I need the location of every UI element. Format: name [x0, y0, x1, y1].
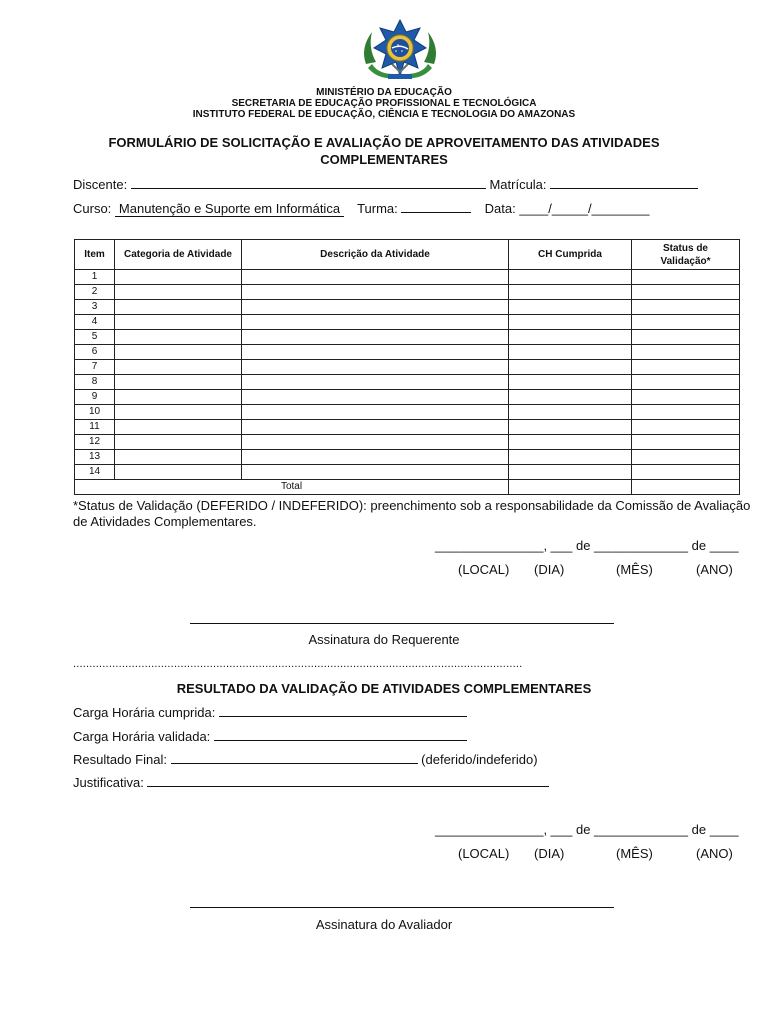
justificativa-field[interactable]	[147, 774, 549, 787]
discente-row	[73, 176, 698, 193]
ch-cell[interactable]	[509, 360, 632, 375]
status-cell[interactable]	[632, 405, 740, 420]
item-number: 1	[75, 270, 115, 285]
total-row	[75, 480, 740, 495]
activities-table	[74, 239, 740, 495]
secretariat-line: SECRETARIA DE EDUCAÇÃO PROFISSIONAL E TECNOLÓGICA	[231, 98, 537, 109]
ano-caption: (ANO)	[696, 562, 733, 577]
carga-validada-row	[73, 728, 467, 745]
table-row	[75, 450, 740, 465]
status-cell[interactable]	[632, 345, 740, 360]
categoria-cell[interactable]	[115, 300, 242, 315]
curso-label: Curso:	[73, 201, 112, 216]
carga-cumprida-label: Carga Horária cumprida:	[73, 705, 219, 720]
resultado-final-row	[73, 751, 538, 768]
signature-requerente-caption: Assinatura do Requerente	[308, 632, 460, 647]
status-cell[interactable]	[632, 465, 740, 480]
item-number: 8	[75, 375, 115, 390]
total-label: Total	[75, 480, 509, 495]
curso-value[interactable]: Manutenção e Suporte em Informática	[115, 201, 344, 217]
ch-cell[interactable]	[509, 465, 632, 480]
signature-avaliador-caption: Assinatura do Avaliador	[315, 917, 453, 932]
data-field[interactable]: ____/_____/________	[519, 201, 650, 216]
table-row	[75, 435, 740, 450]
table-row	[75, 315, 740, 330]
mes-caption: (MÊS)	[616, 562, 653, 577]
institute-line: INSTITUTO FEDERAL DE EDUCAÇÃO, CIÊNCIA E TECNOLOGIA DO AMAZONAS	[192, 109, 576, 120]
ch-cell[interactable]	[509, 345, 632, 360]
dia-caption: (DIA)	[534, 562, 565, 577]
ch-cell[interactable]	[509, 435, 632, 450]
justificativa-row	[73, 774, 549, 791]
table-row	[75, 285, 740, 300]
descricao-cell[interactable]	[242, 375, 509, 390]
curso-row	[73, 200, 649, 217]
descricao-cell[interactable]	[242, 315, 509, 330]
ch-cell[interactable]	[509, 390, 632, 405]
carga-cumprida-field[interactable]	[219, 704, 467, 717]
item-number: 11	[75, 420, 115, 435]
descricao-cell[interactable]	[242, 345, 509, 360]
dotted-separator: ..........................................................................................................................................	[73, 658, 523, 670]
resultado-final-label: Resultado Final:	[73, 752, 171, 767]
carga-cumprida-row	[73, 704, 467, 721]
header-descricao: Descrição da Atividade	[242, 240, 509, 270]
date-line-requerente[interactable]: _______________, ___ de _____________ de ____	[435, 538, 739, 553]
data-label: Data:	[484, 201, 516, 216]
descricao-cell[interactable]	[242, 360, 509, 375]
matricula-label: Matrícula:	[489, 177, 547, 192]
descricao-cell[interactable]	[242, 330, 509, 345]
matricula-field[interactable]	[550, 176, 698, 189]
categoria-cell[interactable]	[115, 375, 242, 390]
total-status-cell[interactable]	[632, 480, 740, 495]
item-number: 13	[75, 450, 115, 465]
item-number: 12	[75, 435, 115, 450]
descricao-cell[interactable]	[242, 300, 509, 315]
deferido-hint: (deferido/indeferido)	[417, 752, 538, 767]
descricao-cell[interactable]	[242, 405, 509, 420]
status-cell[interactable]	[632, 435, 740, 450]
categoria-cell[interactable]	[115, 405, 242, 420]
status-note-line1: *Status de Validação (DEFERIDO / INDEFERIDO): preenchimento sob a responsabilidade da Comissão de Avaliação	[73, 498, 751, 513]
dia-caption-2: (DIA)	[534, 846, 565, 861]
categoria-cell[interactable]	[115, 435, 242, 450]
descricao-cell[interactable]	[242, 465, 509, 480]
descricao-cell[interactable]	[242, 270, 509, 285]
discente-label: Discente:	[73, 177, 128, 192]
status-cell[interactable]	[632, 270, 740, 285]
categoria-cell[interactable]	[115, 285, 242, 300]
table-header-row	[75, 240, 740, 270]
ano-caption-2: (ANO)	[696, 846, 733, 861]
descricao-cell[interactable]	[242, 390, 509, 405]
status-cell[interactable]	[632, 300, 740, 315]
categoria-cell[interactable]	[115, 360, 242, 375]
local-caption: (LOCAL)	[458, 562, 510, 577]
table-row	[75, 390, 740, 405]
coat-of-arms-emblem	[358, 18, 442, 86]
status-cell[interactable]	[632, 330, 740, 345]
table-row	[75, 420, 740, 435]
resultado-final-field[interactable]	[171, 751, 418, 764]
item-number: 3	[75, 300, 115, 315]
categoria-cell[interactable]	[115, 330, 242, 345]
status-cell[interactable]	[632, 390, 740, 405]
status-cell[interactable]	[632, 420, 740, 435]
item-number: 2	[75, 285, 115, 300]
turma-label: Turma:	[357, 201, 398, 216]
ch-cell[interactable]	[509, 375, 632, 390]
ch-cell[interactable]	[509, 270, 632, 285]
carga-validada-field[interactable]	[214, 728, 467, 741]
signature-line-requerente[interactable]	[190, 623, 614, 624]
form-title-line2: COMPLEMENTARES	[320, 152, 448, 167]
table-row	[75, 330, 740, 345]
descricao-cell[interactable]	[242, 285, 509, 300]
carga-validada-label: Carga Horária validada:	[73, 729, 214, 744]
item-number: 4	[75, 315, 115, 330]
header-ch-cumprida: CH Cumprida	[509, 240, 632, 270]
mes-caption-2: (MÊS)	[616, 846, 653, 861]
categoria-cell[interactable]	[115, 390, 242, 405]
table-row	[75, 300, 740, 315]
header-status: Status de Validação*	[632, 240, 740, 270]
local-caption-2: (LOCAL)	[458, 846, 510, 861]
turma-field[interactable]	[401, 200, 471, 213]
table-row	[75, 465, 740, 480]
item-number: 10	[75, 405, 115, 420]
resultado-title: RESULTADO DA VALIDAÇÃO DE ATIVIDADES COMPLEMENTARES	[176, 681, 592, 696]
table-row	[75, 270, 740, 285]
ch-cell[interactable]	[509, 315, 632, 330]
signature-line-avaliador[interactable]	[190, 907, 614, 908]
categoria-cell[interactable]	[115, 315, 242, 330]
ch-cell[interactable]	[509, 405, 632, 420]
status-note-line2: de Atividades Complementares.	[73, 514, 257, 529]
item-number: 5	[75, 330, 115, 345]
item-number: 14	[75, 465, 115, 480]
header-item: Item	[75, 240, 115, 270]
table-row	[75, 405, 740, 420]
ch-cell[interactable]	[509, 330, 632, 345]
ch-cell[interactable]	[509, 285, 632, 300]
status-cell[interactable]	[632, 315, 740, 330]
justificativa-label: Justificativa:	[73, 775, 148, 790]
item-number: 7	[75, 360, 115, 375]
status-cell[interactable]	[632, 285, 740, 300]
descricao-cell[interactable]	[242, 420, 509, 435]
table-row	[75, 375, 740, 390]
ministry-line: MINISTÉRIO DA EDUCAÇÃO	[316, 87, 452, 98]
status-cell[interactable]	[632, 450, 740, 465]
descricao-cell[interactable]	[242, 435, 509, 450]
form-title-line1: FORMULÁRIO DE SOLICITAÇÃO E AVALIAÇÃO DE APROVEITAMENTO DAS ATIVIDADES	[108, 135, 660, 150]
ch-cell[interactable]	[509, 300, 632, 315]
categoria-cell[interactable]	[115, 345, 242, 360]
status-cell[interactable]	[632, 375, 740, 390]
categoria-cell[interactable]	[115, 450, 242, 465]
item-number: 6	[75, 345, 115, 360]
status-cell[interactable]	[632, 360, 740, 375]
categoria-cell[interactable]	[115, 420, 242, 435]
ch-cell[interactable]	[509, 420, 632, 435]
table-row	[75, 345, 740, 360]
header-categoria: Categoria de Atividade	[115, 240, 242, 270]
descricao-cell[interactable]	[242, 450, 509, 465]
total-ch-cell[interactable]	[509, 480, 632, 495]
date-line-avaliador[interactable]: _______________, ___ de _____________ de ____	[435, 822, 739, 837]
ch-cell[interactable]	[509, 450, 632, 465]
discente-field[interactable]	[131, 176, 486, 189]
categoria-cell[interactable]	[115, 465, 242, 480]
categoria-cell[interactable]	[115, 270, 242, 285]
table-row	[75, 360, 740, 375]
item-number: 9	[75, 390, 115, 405]
